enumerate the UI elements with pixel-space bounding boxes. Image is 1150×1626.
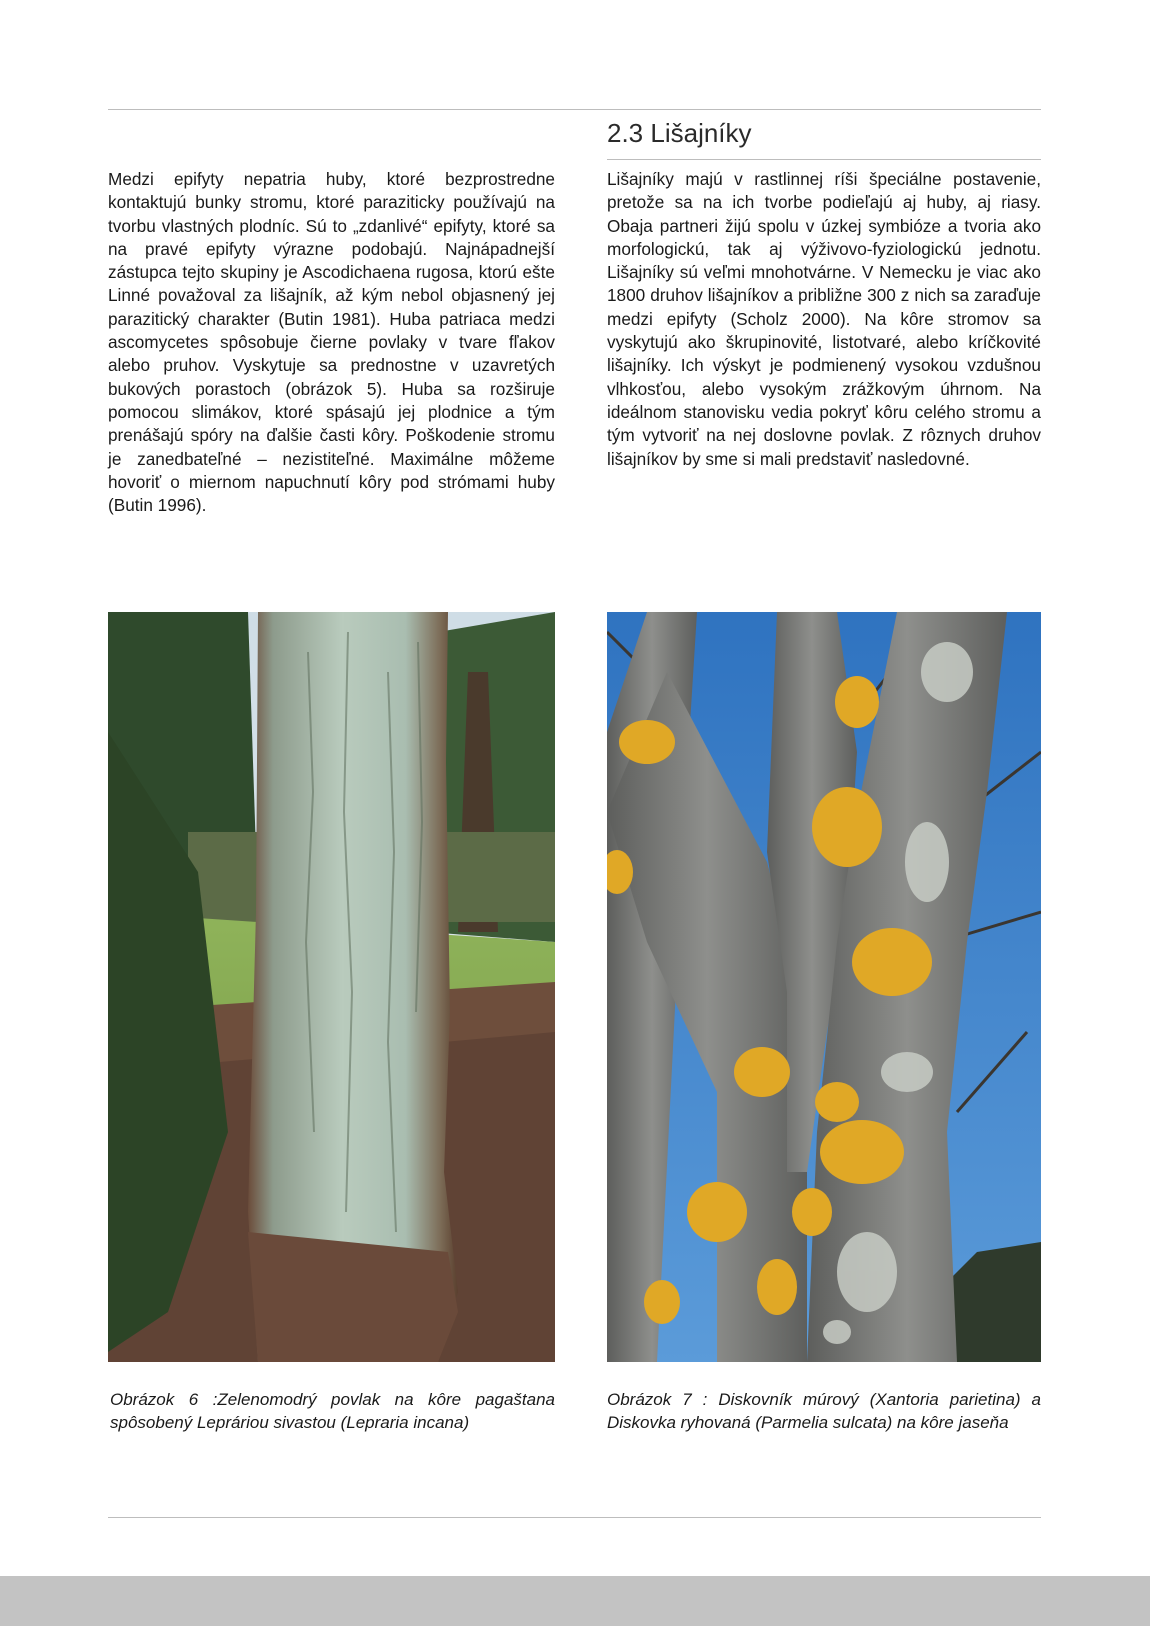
ash-branches-image (607, 612, 1041, 1362)
bottom-rule (108, 1517, 1041, 1518)
figure-7-caption: Obrázok 7 : Diskovník múrový (Xantoria parietina) a Diskovka ryhovaná (Parmelia sulcata) na kôre jaseňa (607, 1390, 1041, 1432)
left-column (108, 168, 555, 517)
left-paragraph: Medzi epifyty nepatria huby, ktoré bezprostredne kontaktujú bunky stromu, ktoré paraziticky používajú na tvorbu vlastných plodníc. Sú to „zdanlivé“ epifyty, ktoré sa na pravé epifyty výrazne podobajú. Najnápadnejší zástupca tejto skupiny je Ascodichaena rugosa, ktorú ešte Linné považoval za lišajník, až kým nebol objasnený jej parazitický charakter (Butin 1981). Huba patriaca medzi ascomycetes spôsobuje čierne povlaky v tvare fľakov alebo pruhov. Vyskytuje sa prednostne v uzavretých bukových porastoch (obrázok 5). Huba sa rozširuje pomocou slimákov, ktoré spásajú jej plodnice a tým prenášajú spóry na ďalšie časti kôry. Poškodenie stromu je zanedbateľné – nezistiteľné. Maximálne môžeme hovoriť o miernom napuchnutí kôry pod strómami huby (Butin 1996). (108, 169, 555, 516)
figure-6-photo (108, 612, 555, 1362)
heading-underline (607, 159, 1041, 160)
right-paragraph: Lišajníky majú v rastlinnej ríši špeciálne postavenie, pretože sa na ich tvorbe podieľajú aj huby, aj riasy. Obaja partneri žijú spolu v úzkej symbióze a tvoria ako morfologickú, tak aj výživovo-fyziologickú jednotu. Lišajníky sú veľmi mnohotvárne. V Nemecku je viac ako 1800 druhov lišajníkov a približne 300 z nich sa zaraďuje medzi epifyty (Scholz 2000). Na kôre stromov sa vyskytujú ako škrupinovité, listotvaré, alebo kríčkovité lišajníky. Ich výskyt je podmienený vysokou vzdušnou vlhkosťou, alebo vysokým zrážkovým úhrnom. Na ideálnom stanovisku vedia pokryť kôru celého stromu a tým vytvoriť na nej doslovne povlak. Z rôznych druhov lišajníkov by sme si mali predstaviť nasledovné. (607, 169, 1041, 469)
figure-7-photo (607, 612, 1041, 1362)
figure-6-caption: Obrázok 6 :Zelenomodrý povlak na kôre pagaštana spôsobený Lepráriou sivastou (Lepraria incana) (110, 1390, 555, 1432)
chestnut-trunk-image (108, 612, 555, 1362)
section-heading: 2.3 Lišajníky (607, 118, 752, 148)
top-rule (108, 109, 1041, 110)
right-column (607, 168, 1041, 471)
footer-band (0, 1576, 1150, 1626)
